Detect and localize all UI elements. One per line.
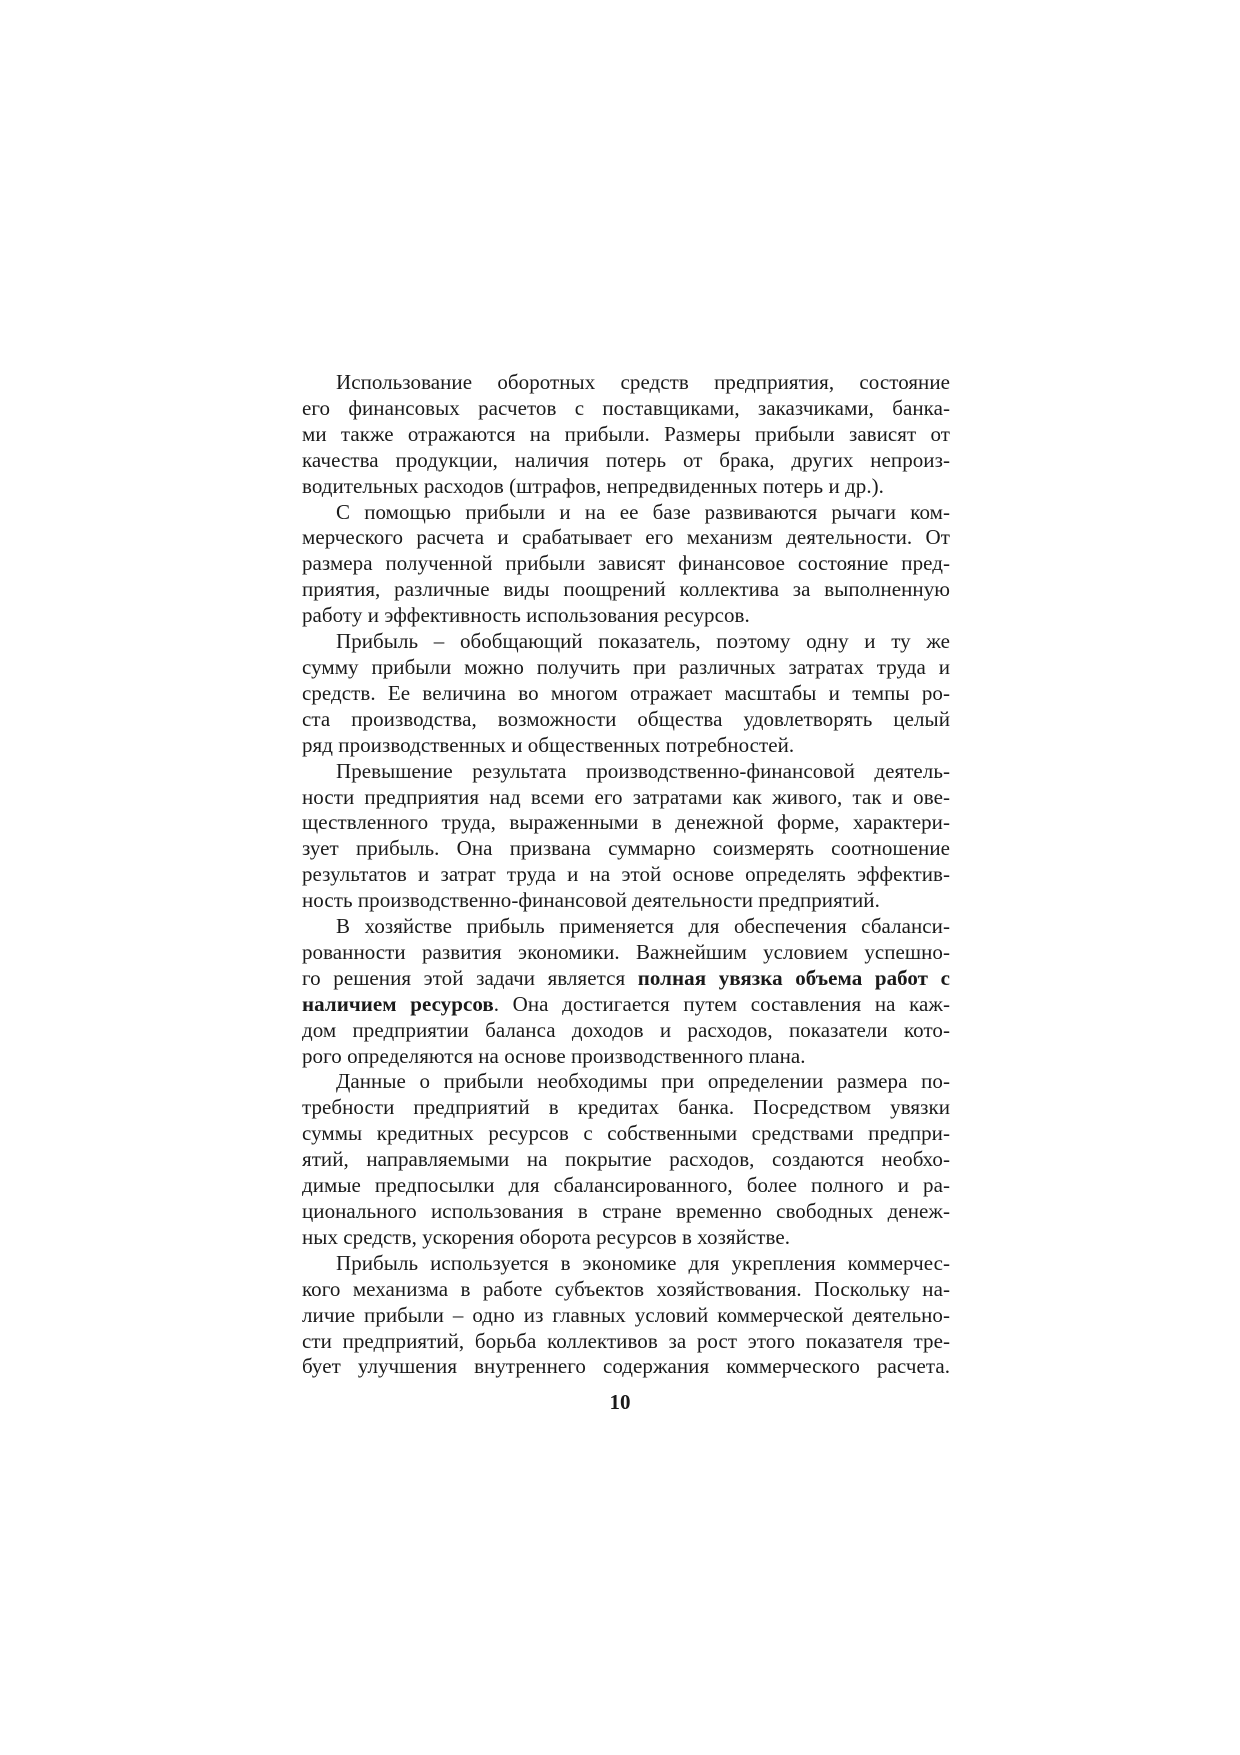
text-line: ных средств, ускорения оборота ресурсов в хозяйстве. [302,1224,791,1249]
paragraph-3 [302,629,950,759]
text-fragment: го решения этой задачи является [302,965,638,990]
text-line: размера полученной прибыли зависят финансовое состояние пред- [302,551,950,576]
text-line: результатов и затрат труда и на этой основе определять эффектив- [302,862,950,887]
text-line: сумму прибыли можно получить при различных затратах труда и [302,654,950,679]
text-line: качества продукции, наличия потерь от брака, других непроиз- [302,447,950,472]
text-line: кого механизма в работе субъектов хозяйствования. Поскольку на- [302,1276,950,1301]
text-line: Прибыль – обобщающий показатель, поэтому одну и ту же [336,629,950,654]
text-line: требности предприятий в кредитах банка. Посредством увязки [302,1095,950,1120]
text-line: зует прибыль. Она призвана суммарно соизмерять соотношение [302,836,950,861]
paragraph-6 [302,1069,950,1250]
text-line: ятий, направляемыми на покрытие расходов, создаются необхо- [302,1147,950,1172]
text-line: С помощью прибыли и на ее базе развиваются рычаги ком- [336,499,950,524]
text-line: личие прибыли – одно из главных условий коммерческой деятельно- [302,1302,950,1327]
text-line: Данные о прибыли необходимы при определении размера по- [336,1069,950,1094]
text-line: ряд производственных и общественных потребностей. [302,732,795,757]
text-line: Прибыль используется в экономике для укрепления коммерчес- [336,1250,950,1275]
text-line-with-emphasis [302,992,950,1018]
text-line: В хозяйстве прибыль применяется для обеспечения сбаланси- [336,914,950,939]
text-line: ность производственно-финансовой деятельности предприятий. [302,888,880,913]
text-line: ности предприятия над всеми его затратами как живого, так и ове- [302,784,950,809]
text-line: средств. Ее величина во многом отражает масштабы и темпы ро- [302,680,950,705]
text-line: работу и эффективность использования ресурсов. [302,603,750,628]
text-line: ционального использования в стране временно свободных денеж- [302,1199,950,1223]
bold-emphasis: наличием ресурсов [302,991,494,1016]
text-line: рого определяются на основе производственного плана. [302,1043,806,1068]
paragraph-5 [302,914,950,1069]
paragraph-7 [302,1251,950,1381]
text-line: ществленного труда, выраженными в денежной форме, характери- [302,810,950,835]
text-line: суммы кредитных ресурсов с собственными средствами предпри- [302,1121,950,1146]
body-text [302,370,950,1380]
text-line: рованности развития экономики. Важнейшим условием успешно- [302,939,950,964]
text-line: ста производства, возможности общества удовлетворять целый [302,706,950,731]
page-number: 10 [609,1390,631,1414]
text-line: димые предпосылки для сбалансированного, более полного и ра- [302,1173,950,1198]
text-line: Использование оборотных средств предприятия, состояние [336,370,950,394]
paragraph-2 [302,500,950,630]
text-line: приятия, различные виды поощрений коллектива за выполненную [302,577,950,602]
bold-emphasis: полная увязка объема работ с [637,965,950,990]
paragraph-4 [302,759,950,914]
text-fragment: . Она достигается путем составления на каж- [493,991,951,1016]
text-line: бует улучшения внутреннего содержания коммерческого расчета. [302,1354,950,1379]
text-line: дом предприятии баланса доходов и расходов, показатели кото- [302,1017,950,1042]
text-line: Превышение результата производственно-финансовой деятель- [336,758,950,783]
paragraph-1 [302,370,950,500]
text-line: водительных расходов (штрафов, непредвиденных потерь и др.). [302,473,884,498]
text-line: сти предприятий, борьба коллективов за рост этого показателя тре- [302,1328,950,1353]
text-line: мерческого расчета и срабатывает его механизм деятельности. От [302,525,950,550]
text-line-with-emphasis [302,966,950,992]
text-line: его финансовых расчетов с поставщиками, заказчиками, банка- [302,395,950,420]
text-line: ми также отражаются на прибыли. Размеры прибыли зависят от [302,421,950,446]
